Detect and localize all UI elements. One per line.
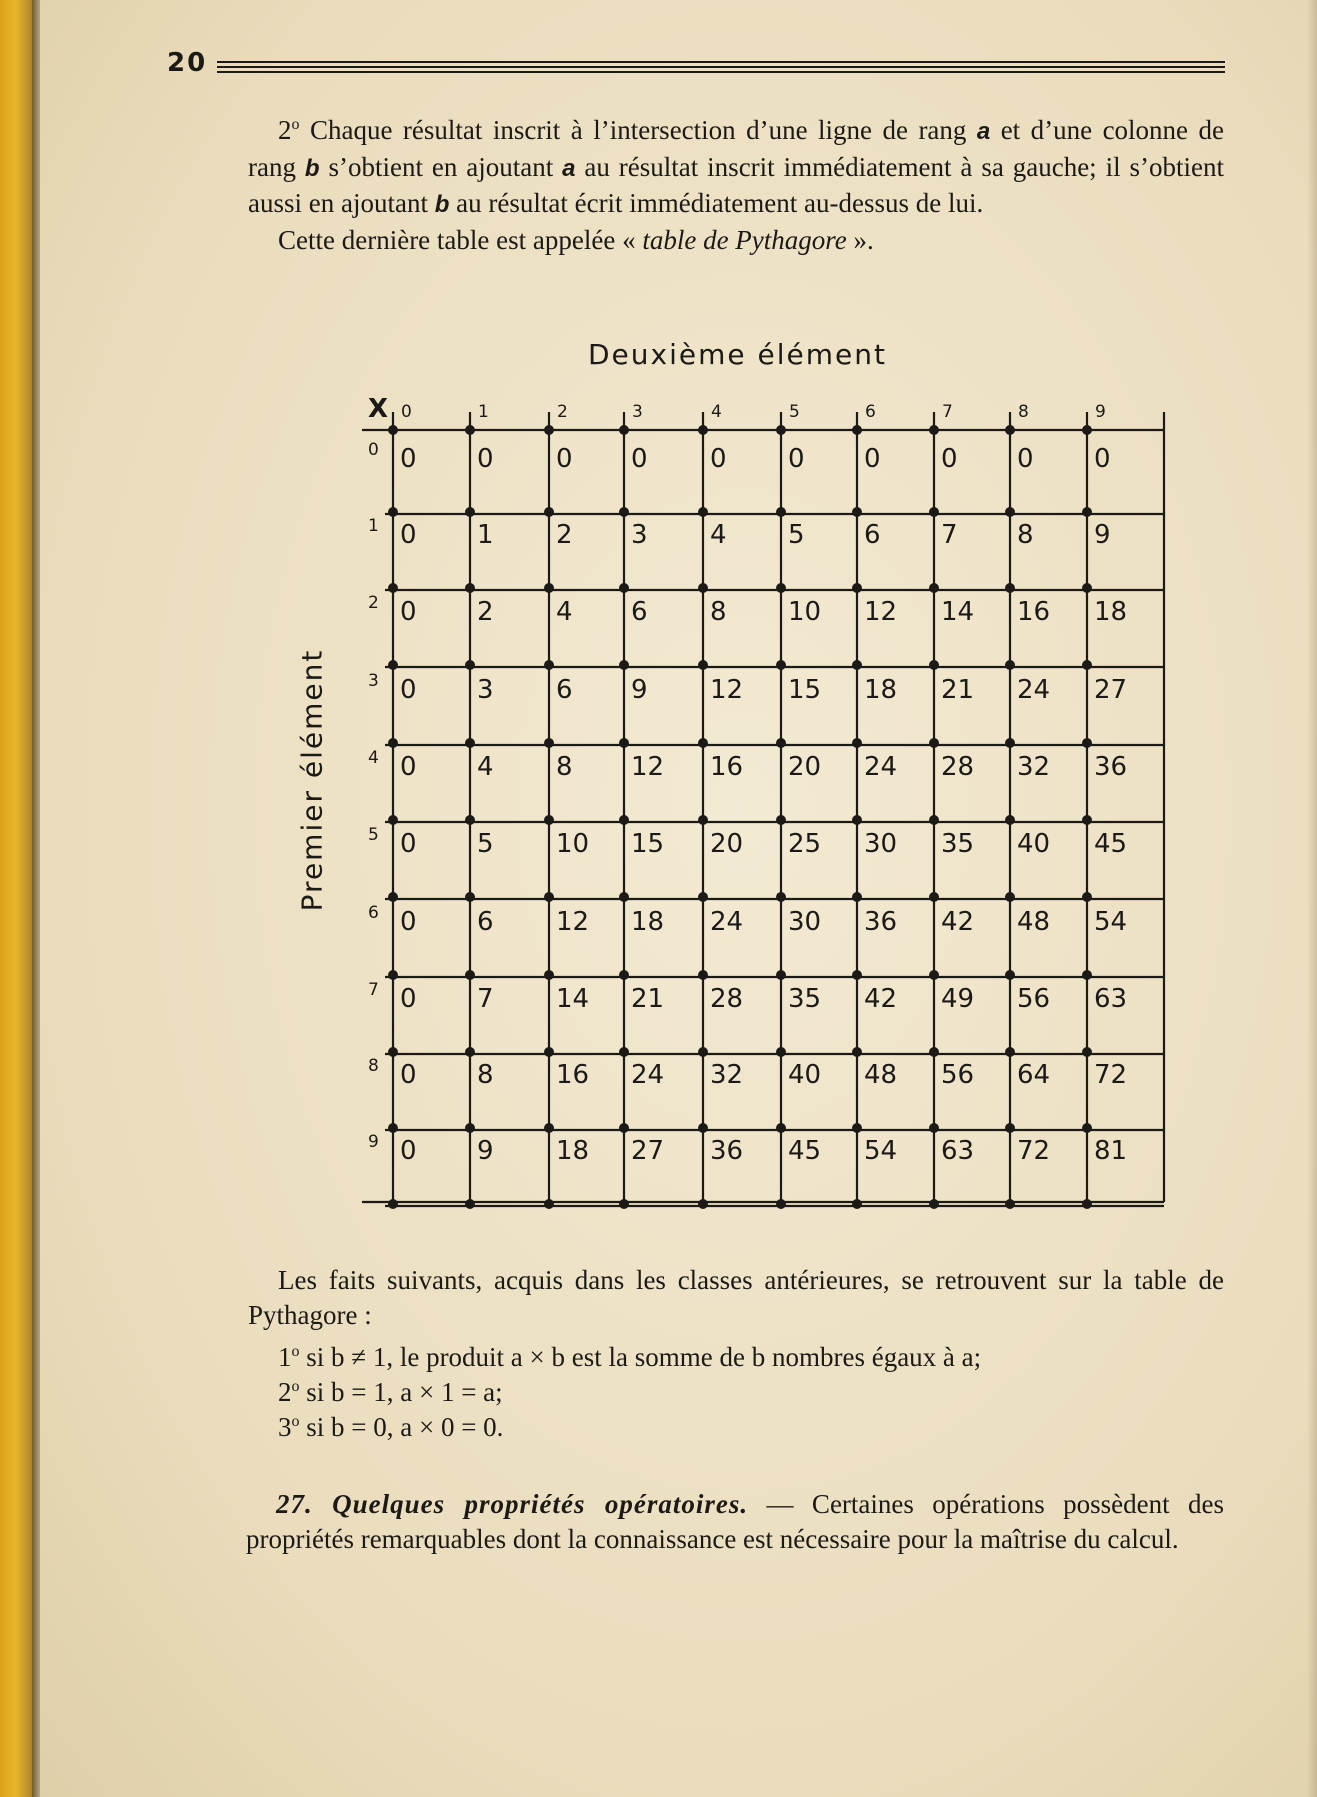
table-cell: 0 [556,444,573,474]
grid-dot [852,425,862,435]
table-cell: 5 [477,829,494,859]
table-cell: 15 [788,675,822,705]
grid-dot [1005,1199,1015,1209]
table-cell: 6 [864,520,881,550]
grid-dot [929,660,939,670]
grid-dot [388,892,398,902]
grid-dot [544,425,554,435]
grid-dot [1005,583,1015,593]
table-cell: 72 [1017,1136,1051,1166]
table-cell: 56 [1017,984,1051,1014]
column-header: 7 [942,402,953,422]
section-text: — Certaines opérations possèdent des propriétés remarquables dont la connaissance est nécessaire pour la maîtrise du calcul. [246,1489,1224,1554]
grid-dot [776,583,786,593]
fact-item-1 [278,1335,981,1374]
table-cell: 7 [477,984,494,1014]
table-cell: 0 [941,444,958,474]
grid-dot [1082,583,1092,593]
table-cell: 0 [400,1136,417,1166]
table-cell: 24 [631,1060,665,1090]
row-header: 7 [368,980,379,1000]
table-cell: 42 [941,907,975,937]
table-cell: 0 [477,444,494,474]
grid-dot [1005,425,1015,435]
variable-b: b [434,191,450,218]
grid-dot [465,1123,475,1133]
table-cell: 8 [477,1060,494,1090]
fact-item-2 [278,1370,503,1409]
grid-dot [929,892,939,902]
table-cell: 7 [941,520,958,550]
grid-dot [388,970,398,980]
item-superscript: o [291,1413,300,1430]
grid-dot [852,892,862,902]
grid-dot [929,815,939,825]
table-cell: 24 [864,752,898,782]
table-cell: 28 [710,984,744,1014]
grid-dot [619,738,629,748]
grid-dot [465,425,475,435]
text-run: s’obtient en ajoutant [319,151,563,182]
grid-dot [465,892,475,902]
grid-dot [852,583,862,593]
table-cell: 5 [788,520,805,550]
grid-dot [1082,970,1092,980]
text-run: au résultat inscrit immédiatement à sa gauche; il s’obtient aussi en ajoutant [248,151,1224,218]
table-cell: 0 [710,444,727,474]
table-cell: 8 [710,597,727,627]
grid-dot [929,970,939,980]
table-cell: 28 [941,752,975,782]
grid-dot [1005,1047,1015,1057]
table-cell: 0 [400,984,417,1014]
grid-dot [388,815,398,825]
table-cell: 20 [788,752,822,782]
table-cell: 0 [1017,444,1034,474]
table-cell: 4 [710,520,727,550]
table-cell: 30 [864,829,898,859]
table-cell: 40 [1017,829,1051,859]
table-cell: 18 [864,675,898,705]
table-cell: 40 [788,1060,822,1090]
text-run: et d’une colonne de rang [248,115,1224,182]
grid-dot [619,660,629,670]
grid-dot [698,1199,708,1209]
grid-dot [1005,738,1015,748]
item-number: 3 [278,1412,292,1442]
table-cell: 24 [1017,675,1051,705]
table-cell: 21 [631,984,665,1014]
grid-dot [776,970,786,980]
grid-dot [619,892,629,902]
grid-dot [929,425,939,435]
section-title: Quelques propriétés opératoires. [312,1489,749,1519]
table-cell: 35 [788,984,822,1014]
item-superscript: o [291,1378,300,1395]
fact-text: si b = 1, a × 1 = a; [299,1377,503,1407]
table-cell: 45 [1094,829,1128,859]
facts-intro: Les faits suivants, acquis dans les classes antérieures, se retrouvent sur la table de Pythagore : [248,1265,1224,1330]
fact-item-3 [278,1405,503,1444]
table-cell: 9 [1094,520,1111,550]
table-cell: 27 [1094,675,1128,705]
table-cell: 10 [556,829,590,859]
grid-dot [852,970,862,980]
grid-dot [852,815,862,825]
grid-dot [929,738,939,748]
table-cell: 9 [477,1136,494,1166]
table-cell: 2 [556,520,573,550]
grid-dot [776,660,786,670]
table-cell: 35 [941,829,975,859]
text-run: Chaque résultat inscrit à l’intersection d’une ligne de rang [299,115,977,145]
table-cell: 0 [400,1060,417,1090]
grid-dot [776,1047,786,1057]
table-cell: 21 [941,675,975,705]
variable-a: a [562,154,576,182]
row-header: 2 [368,593,379,613]
column-header: 6 [865,402,876,422]
column-header: 5 [789,402,800,422]
grid-dot [1082,738,1092,748]
row-axis-label: Premier élément [295,648,329,912]
table-cell: 12 [710,675,744,705]
table-cell: 64 [1017,1060,1051,1090]
grid-dot [929,1047,939,1057]
table-cell: 63 [941,1136,975,1166]
column-header: 4 [711,402,722,422]
grid-dot [619,1199,629,1209]
grid-dot [388,507,398,517]
table-cell: 2 [477,597,494,627]
grid-dot [544,815,554,825]
table-cell: 42 [864,984,898,1014]
grid-dot [544,1199,554,1209]
column-header: 8 [1018,402,1029,422]
item-number: 2 [278,1377,292,1407]
grid-dot [698,1047,708,1057]
grid-dot [1005,660,1015,670]
grid-dot [698,425,708,435]
grid-dot [929,1123,939,1133]
grid-dot [776,815,786,825]
grid-dot [1082,1123,1092,1133]
table-cell: 54 [864,1136,898,1166]
table-cell: 0 [400,444,417,474]
grid-dot [465,815,475,825]
table-cell: 63 [1094,984,1128,1014]
table-cell: 0 [788,444,805,474]
grid-dot [852,660,862,670]
table-cell: 12 [631,752,665,782]
grid-dot [1005,815,1015,825]
table-cell: 15 [631,829,665,859]
grid-dot [776,1199,786,1209]
grid-dot [388,1199,398,1209]
table-cell: 48 [864,1060,898,1090]
column-header: 0 [401,402,412,422]
grid-dot [1082,1047,1092,1057]
variable-b: b [304,154,320,182]
grid-dot [776,507,786,517]
table-cell: 30 [788,907,822,937]
column-header: 1 [478,402,489,422]
row-header: 6 [368,903,379,923]
grid-dot [852,738,862,748]
grid-dot [544,738,554,748]
grid-dot [776,738,786,748]
grid-dot [388,738,398,748]
table-cell: 16 [1017,597,1051,627]
fact-text: si b ≠ 1, le produit a × b est la somme de b nombres égaux à a; [299,1342,982,1372]
grid-dot [852,1047,862,1057]
grid-dot [619,583,629,593]
table-cell: 16 [556,1060,590,1090]
table-cell: 12 [864,597,898,627]
table-cell: 6 [477,907,494,937]
grid-dot [698,660,708,670]
text-run: au résultat écrit immédiatement au-dessus de lui. [449,188,984,218]
table-name-italic: table de Pythagore [642,224,847,255]
table-cell: 36 [864,907,898,937]
table-cell: 49 [941,984,975,1014]
table-cell: 36 [1094,752,1128,782]
grid-dot [465,1047,475,1057]
table-cell: 81 [1094,1136,1128,1166]
table-title: Deuxième élément [588,338,887,371]
grid-dot [388,583,398,593]
grid-dot [1082,507,1092,517]
table-cell: 3 [631,520,648,550]
table-cell: 0 [400,752,417,782]
grid-dot [619,1123,629,1133]
grid-dot [776,892,786,902]
table-cell: 0 [400,520,417,550]
grid-dot [544,1123,554,1133]
grid-dot [619,507,629,517]
grid-dot [388,660,398,670]
grid-dot [619,425,629,435]
grid-dot [698,970,708,980]
table-cell: 6 [556,675,573,705]
table-cell: 45 [788,1136,822,1166]
grid-dot [1082,660,1092,670]
table-cell: 0 [864,444,881,474]
grid-dot [698,1123,708,1133]
row-header: 5 [368,825,379,845]
table-cell: 16 [710,752,744,782]
column-header: 2 [557,402,568,422]
grid-dot [544,1047,554,1057]
table-cell: 27 [631,1136,665,1166]
table-cell: 9 [631,675,648,705]
grid-dot [544,660,554,670]
grid-dot [776,425,786,435]
grid-dot [1082,815,1092,825]
variable-a: a [976,118,991,145]
table-cell: 0 [631,444,648,474]
table-cell: 8 [556,752,573,782]
table-cell: 36 [710,1136,744,1166]
grid-dot [698,507,708,517]
grid-dot [698,738,708,748]
table-cell: 8 [1017,520,1034,550]
grid-dot [544,970,554,980]
row-header: 8 [368,1056,379,1076]
grid-dot [1005,892,1015,902]
table-cell: 4 [477,752,494,782]
item-superscript: o [291,116,300,133]
grid-dot [1005,970,1015,980]
table-cell: 18 [631,907,665,937]
text-run: ». [846,224,874,255]
grid-dot [619,1047,629,1057]
item-number: 2 [278,115,292,145]
item-superscript: o [291,1343,300,1360]
page-number: 20 [167,48,208,78]
grid-dot [465,738,475,748]
grid-dot [1005,507,1015,517]
grid-dot [1082,425,1092,435]
grid-dot [465,583,475,593]
table-cell: 56 [941,1060,975,1090]
grid-dot [929,583,939,593]
row-header: 3 [368,671,379,691]
grid-dot [776,1123,786,1133]
table-cell: 0 [400,907,417,937]
table-cell: 0 [400,829,417,859]
table-cell: 14 [941,597,975,627]
grid-dot [929,1199,939,1209]
grid-dot [698,583,708,593]
row-header: 9 [368,1132,379,1152]
table-cell: 10 [788,597,822,627]
grid-dot [1005,1123,1015,1133]
table-cell: 6 [631,597,648,627]
section-27-paragraph [246,1487,1224,1556]
grid-dot [544,507,554,517]
table-cell: 32 [710,1060,744,1090]
table-cell: 0 [400,597,417,627]
table-cell: 14 [556,984,590,1014]
table-cell: 18 [556,1136,590,1166]
text-run: Cette dernière table est appelée « [278,224,643,255]
grid-dot [465,970,475,980]
table-cell: 54 [1094,907,1128,937]
table-cell: 24 [710,907,744,937]
table-cell: 0 [1094,444,1111,474]
table-cell: 12 [556,907,590,937]
table-cell: 18 [1094,597,1128,627]
grid-dot [465,1199,475,1209]
grid-dot [388,1047,398,1057]
section-number: 27. [276,1489,313,1519]
corner-symbol: X [368,394,389,424]
grid-dot [465,660,475,670]
column-header: 3 [632,402,643,422]
table-cell: 4 [556,597,573,627]
grid-dot [698,892,708,902]
table-cell: 72 [1094,1060,1128,1090]
item-number: 1 [278,1342,292,1372]
fact-text: si b = 0, a × 0 = 0. [299,1412,504,1442]
table-cell: 48 [1017,907,1051,937]
table-cell: 32 [1017,752,1051,782]
section-27 [246,1487,1224,1556]
table-cell: 1 [477,520,494,550]
grid-dot [1082,1199,1092,1209]
grid-dot [698,815,708,825]
column-header: 9 [1095,402,1106,422]
grid-dot [852,1199,862,1209]
table-cell: 25 [788,829,822,859]
table-cell: 0 [400,675,417,705]
facts-paragraph [248,1263,1224,1332]
grid-dot [388,425,398,435]
grid-dot [544,583,554,593]
grid-dot [388,1123,398,1133]
grid-dot [619,970,629,980]
row-header: 0 [368,440,379,460]
grid-dot [1082,892,1092,902]
grid-dot [544,892,554,902]
grid-dot [852,1123,862,1133]
grid-dot [852,507,862,517]
grid-dot [929,507,939,517]
grid-dot [619,815,629,825]
table-cell: 3 [477,675,494,705]
row-header: 4 [368,748,379,768]
grid-dot [465,507,475,517]
table-cell: 20 [710,829,744,859]
row-header: 1 [368,516,379,536]
